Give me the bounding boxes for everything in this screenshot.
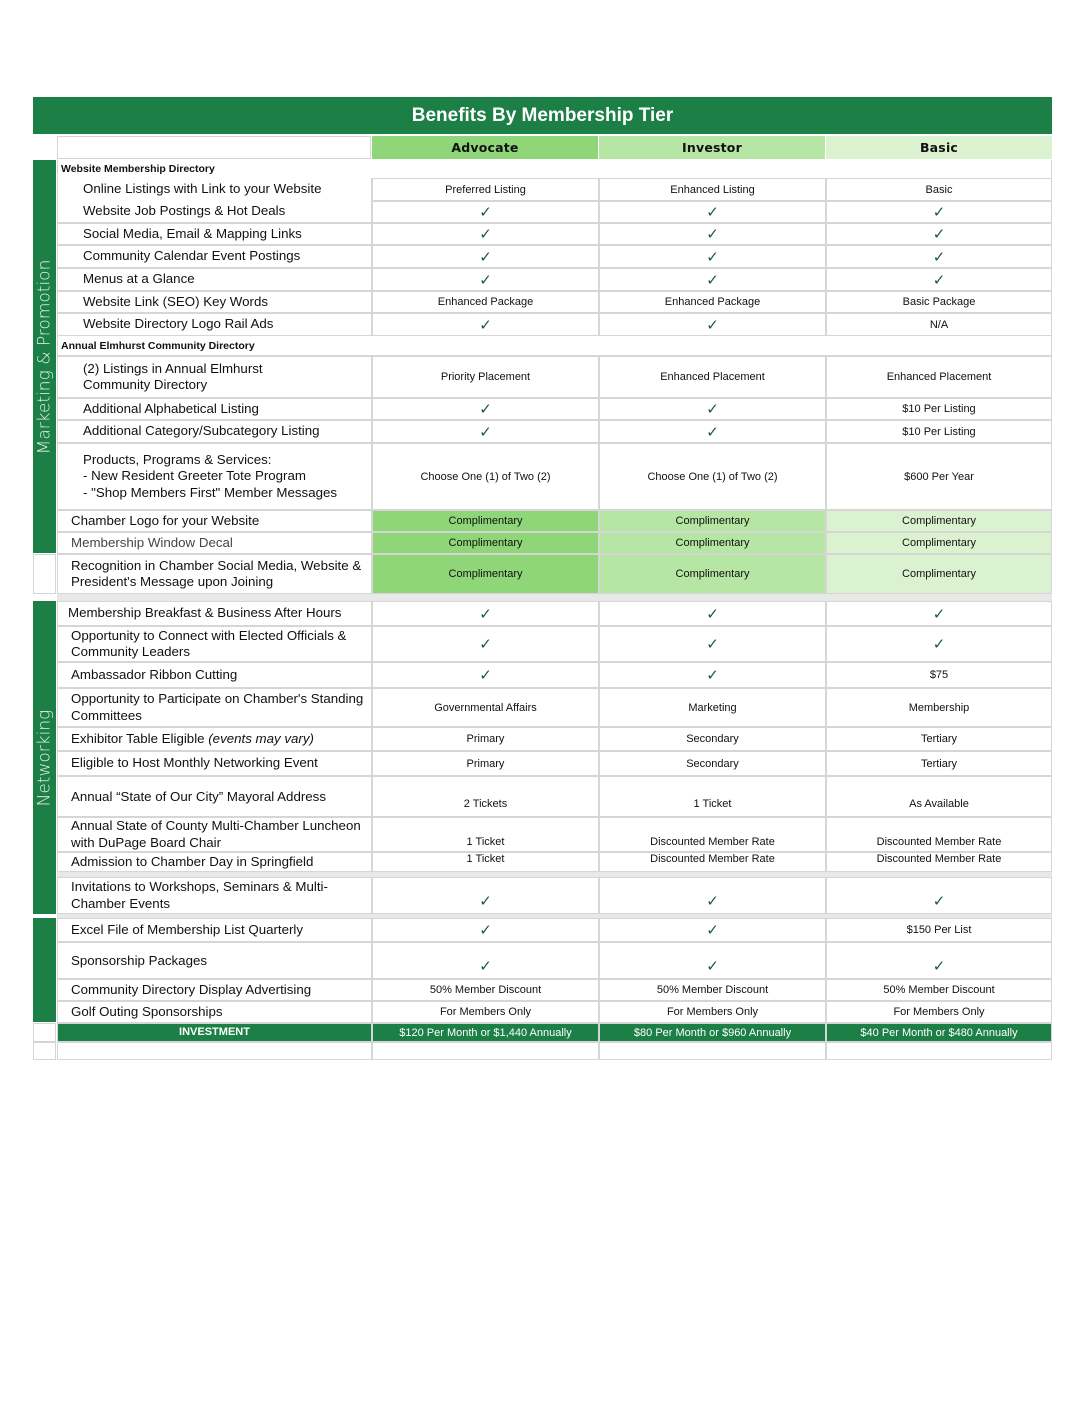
row-label: Chamber Logo for your Website	[57, 510, 372, 532]
table-row	[57, 877, 1052, 914]
row-label	[57, 877, 372, 914]
table-row	[57, 532, 1052, 554]
row-label-line: Invitations to Workshops, Seminars & Multi-	[71, 879, 328, 894]
row-label: Annual “State of Our City” Mayoral Address	[57, 776, 372, 817]
advocate-value: 1 Ticket	[372, 852, 599, 872]
checkmark-icon: ✓	[372, 626, 599, 662]
checkmark-icon: ✓	[372, 877, 599, 914]
row-label: Ambassador Ribbon Cutting	[57, 662, 372, 688]
checkmark-icon: ✓	[599, 398, 826, 420]
section-label-marketing-text: Marketing & Promotion	[34, 259, 55, 454]
investor-value: Enhanced Package	[599, 291, 826, 313]
checkmark-icon: ✓	[826, 942, 1052, 979]
empty-cell	[372, 1042, 599, 1060]
row-label: Eligible to Host Monthly Networking Event	[57, 751, 372, 776]
table-row	[57, 918, 1052, 942]
advocate-value: Enhanced Package	[372, 291, 599, 313]
row-label: Additional Category/Subcategory Listing	[57, 420, 372, 443]
investor-value: Discounted Member Rate	[599, 852, 826, 872]
row-label-line: Opportunity to Connect with Elected Officials &	[71, 627, 347, 643]
row-label-line: Community Leaders	[71, 644, 190, 659]
table-row	[57, 443, 1052, 510]
row-label: Golf Outing Sponsorships	[57, 1001, 372, 1023]
table-row	[57, 178, 1052, 201]
advocate-value: 2 Tickets	[372, 776, 599, 817]
checkmark-icon: ✓	[372, 268, 599, 291]
row-label: Membership Window Decal	[57, 532, 372, 554]
checkmark-icon: ✓	[599, 223, 826, 245]
row-label: Excel File of Membership List Quarterly	[57, 918, 372, 942]
investor-value: Marketing	[599, 688, 826, 727]
investment-row	[57, 1023, 1052, 1042]
section-bar-advertising	[33, 918, 56, 1022]
advocate-value: Complimentary	[372, 554, 599, 594]
row-label-line: - "Shop Members First" Member Messages	[83, 484, 338, 500]
table-row	[57, 626, 1052, 662]
row-label-line: Recognition in Chamber Social Media, Website &	[71, 557, 362, 573]
basic-value: $10 Per Listing	[826, 398, 1052, 420]
basic-value: Basic Package	[826, 291, 1052, 313]
table-row	[57, 817, 1052, 852]
basic-value: As Available	[826, 776, 1052, 817]
checkmark-icon: ✓	[826, 268, 1052, 291]
row-label	[57, 443, 372, 510]
checkmark-icon: ✓	[372, 662, 599, 688]
investor-value: 1 Ticket	[599, 776, 826, 817]
checkmark-icon: ✓	[826, 201, 1052, 223]
basic-value: For Members Only	[826, 1001, 1052, 1023]
checkmark-icon: ✓	[826, 223, 1052, 245]
advocate-value: Choose One (1) of Two (2)	[372, 443, 599, 510]
row-label	[57, 356, 372, 398]
row-label: Social Media, Email & Mapping Links	[57, 223, 372, 245]
checkmark-icon: ✓	[372, 201, 599, 223]
investor-value: Enhanced Listing	[599, 178, 826, 201]
subhead-website-directory: Website Membership Directory	[57, 160, 1052, 178]
table-row	[57, 201, 1052, 223]
investor-value: Complimentary	[599, 532, 826, 554]
basic-value: $75	[826, 662, 1052, 688]
checkmark-icon: ✓	[599, 601, 826, 626]
checkmark-icon: ✓	[372, 601, 599, 626]
table-row	[57, 662, 1052, 688]
row-label	[57, 554, 372, 594]
section-bar-blank-2	[33, 1023, 56, 1042]
basic-value: $10 Per Listing	[826, 420, 1052, 443]
row-label: Online Listings with Link to your Website	[57, 178, 372, 201]
basic-value: Discounted Member Rate	[826, 852, 1052, 872]
table-title: Benefits By Membership Tier	[33, 97, 1052, 134]
basic-value: Enhanced Placement	[826, 356, 1052, 398]
checkmark-icon: ✓	[599, 626, 826, 662]
table-row	[57, 751, 1052, 776]
investment-label: INVESTMENT	[57, 1023, 372, 1042]
basic-value: N/A	[826, 313, 1052, 336]
advocate-value: Primary	[372, 751, 599, 776]
investor-value: Discounted Member Rate	[599, 817, 826, 852]
basic-value: Membership	[826, 688, 1052, 727]
checkmark-icon: ✓	[372, 245, 599, 268]
checkmark-icon: ✓	[599, 201, 826, 223]
row-label	[57, 817, 372, 852]
basic-value: Complimentary	[826, 532, 1052, 554]
checkmark-icon: ✓	[372, 398, 599, 420]
basic-investment: $40 Per Month or $480 Annually	[826, 1023, 1052, 1042]
row-label	[57, 626, 372, 662]
row-label-line: Community Directory	[83, 377, 208, 392]
table-row	[57, 852, 1052, 872]
table-row	[57, 688, 1052, 727]
section-bar-blank-3	[33, 1042, 56, 1060]
checkmark-icon: ✓	[599, 918, 826, 942]
row-label-line: with DuPage Board Chair	[71, 834, 222, 850]
table-row	[57, 776, 1052, 817]
advocate-value: 1 Ticket	[372, 817, 599, 852]
table-row	[57, 223, 1052, 245]
basic-value: Discounted Member Rate	[826, 817, 1052, 852]
checkmark-icon: ✓	[826, 245, 1052, 268]
row-label-line: President's Message upon Joining	[71, 574, 274, 589]
table-row	[57, 420, 1052, 443]
section-label-marketing	[33, 160, 56, 553]
checkmark-icon: ✓	[372, 420, 599, 443]
investor-value: Complimentary	[599, 554, 826, 594]
row-label: Website Job Postings & Hot Deals	[57, 201, 372, 223]
row-label-line: - New Resident Greeter Tote Program	[83, 468, 306, 484]
advocate-value: Complimentary	[372, 532, 599, 554]
basic-value: Complimentary	[826, 510, 1052, 532]
investor-value: For Members Only	[599, 1001, 826, 1023]
advocate-value: Priority Placement	[372, 356, 599, 398]
basic-value: Tertiary	[826, 751, 1052, 776]
table-row	[57, 727, 1052, 751]
checkmark-icon: ✓	[826, 877, 1052, 914]
advocate-value: For Members Only	[372, 1001, 599, 1023]
row-label: Additional Alphabetical Listing	[57, 398, 372, 420]
row-label: Community Calendar Event Postings	[57, 245, 372, 268]
table-row	[57, 979, 1052, 1001]
row-label-line: Committees	[71, 707, 142, 723]
investor-value: Secondary	[599, 751, 826, 776]
advocate-value: Preferred Listing	[372, 178, 599, 201]
table-row	[57, 1001, 1052, 1023]
row-label: Community Directory Display Advertising	[57, 979, 372, 1001]
empty-cell	[57, 1042, 372, 1060]
checkmark-icon: ✓	[599, 245, 826, 268]
checkmark-icon: ✓	[599, 942, 826, 979]
section-bar-blank	[33, 554, 56, 594]
basic-value: 50% Member Discount	[826, 979, 1052, 1001]
section-label-networking	[33, 601, 56, 914]
table-row	[57, 313, 1052, 336]
table-row	[57, 942, 1052, 979]
row-label-line: (2) Listings in Annual Elmhurst	[83, 360, 263, 376]
table-row	[57, 398, 1052, 420]
empty-cell	[826, 1042, 1052, 1060]
basic-value: Tertiary	[826, 727, 1052, 751]
row-label: Sponsorship Packages	[57, 942, 372, 979]
table-row	[57, 510, 1052, 532]
row-label: Website Directory Logo Rail Ads	[57, 313, 372, 336]
row-label-note: (events may vary)	[208, 730, 314, 746]
investor-investment: $80 Per Month or $960 Annually	[599, 1023, 826, 1042]
table-row	[57, 601, 1052, 626]
checkmark-icon: ✓	[599, 420, 826, 443]
row-label-text: Exhibitor Table Eligible	[71, 730, 205, 746]
checkmark-icon: ✓	[599, 662, 826, 688]
empty-row	[57, 1042, 1052, 1060]
tier-header-advocate: Advocate	[372, 136, 598, 159]
investor-value: Enhanced Placement	[599, 356, 826, 398]
advocate-value: Governmental Affairs	[372, 688, 599, 727]
checkmark-icon: ✓	[599, 313, 826, 336]
checkmark-icon: ✓	[599, 268, 826, 291]
investor-value: 50% Member Discount	[599, 979, 826, 1001]
investor-value: Secondary	[599, 727, 826, 751]
investor-value: Choose One (1) of Two (2)	[599, 443, 826, 510]
checkmark-icon: ✓	[372, 223, 599, 245]
advocate-value: Complimentary	[372, 510, 599, 532]
row-label: Admission to Chamber Day in Springfield	[57, 852, 372, 872]
tier-header-investor: Investor	[599, 136, 825, 159]
row-label	[57, 727, 372, 751]
row-label-line: Opportunity to Participate on Chamber's Standing	[71, 691, 364, 706]
row-label: Membership Breakfast & Business After Hours	[57, 601, 372, 626]
basic-value: $600 Per Year	[826, 443, 1052, 510]
checkmark-icon: ✓	[372, 918, 599, 942]
empty-cell	[599, 1042, 826, 1060]
section-label-networking-text: Networking	[34, 709, 55, 806]
table-row	[57, 554, 1052, 594]
row-label: Menus at a Glance	[57, 268, 372, 291]
basic-value: Complimentary	[826, 554, 1052, 594]
row-label-line: Annual State of County Multi-Chamber Luncheon	[71, 818, 361, 833]
subhead-annual-directory: Annual Elmhurst Community Directory	[57, 336, 1052, 356]
checkmark-icon: ✓	[372, 313, 599, 336]
row-label: Website Link (SEO) Key Words	[57, 291, 372, 313]
investor-value: Complimentary	[599, 510, 826, 532]
row-divider	[57, 594, 1052, 601]
table-row	[57, 291, 1052, 313]
advocate-value: 50% Member Discount	[372, 979, 599, 1001]
tier-header-basic: Basic	[826, 136, 1052, 159]
row-label-line: Products, Programs & Services:	[83, 451, 272, 467]
checkmark-icon: ✓	[826, 601, 1052, 626]
advocate-investment: $120 Per Month or $1,440 Annually	[372, 1023, 599, 1042]
header-blank-cell	[57, 136, 371, 159]
checkmark-icon: ✓	[826, 626, 1052, 662]
advocate-value: Primary	[372, 727, 599, 751]
basic-value: Basic	[826, 178, 1052, 201]
basic-value: $150 Per List	[826, 918, 1052, 942]
checkmark-icon: ✓	[599, 877, 826, 914]
table-row	[57, 356, 1052, 398]
checkmark-icon: ✓	[372, 942, 599, 979]
table-row	[57, 245, 1052, 268]
row-label-line: Chamber Events	[71, 895, 171, 911]
table-row	[57, 268, 1052, 291]
row-label	[57, 688, 372, 727]
